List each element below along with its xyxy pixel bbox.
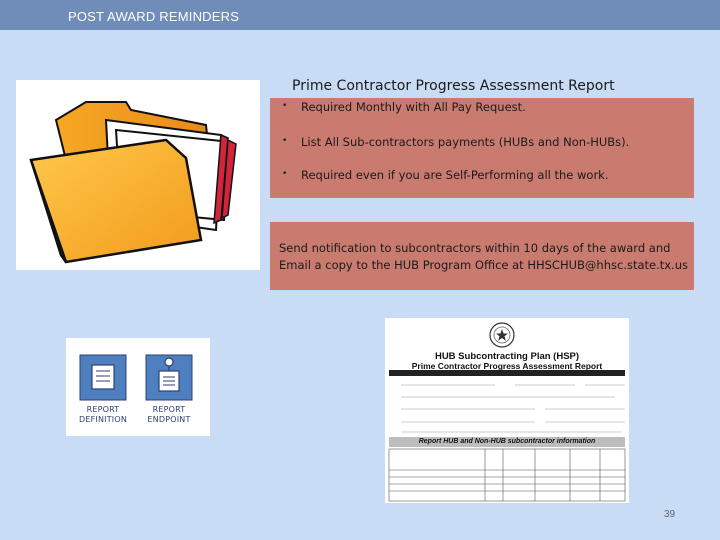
bullet-icon: • xyxy=(282,169,288,179)
bullet-icon: • xyxy=(282,136,288,146)
report-definition-icon xyxy=(80,355,126,400)
state-seal-icon xyxy=(490,323,514,347)
form-subtitle: Prime Contractor Progress Assessment Report xyxy=(411,361,603,371)
bullet-icon: • xyxy=(282,101,288,111)
list-item-text: Required Monthly with All Pay Request. xyxy=(301,100,526,114)
list-item-text: Required even if you are Self-Performing all the work. xyxy=(301,168,609,182)
section-title: Prime Contractor Progress Assessment Report xyxy=(292,78,615,94)
form-title: HUB Subcontracting Plan (HSP) xyxy=(434,351,580,362)
header-bar xyxy=(0,0,720,30)
report-endpoint-label xyxy=(142,405,196,425)
page-number: 39 xyxy=(664,509,676,520)
list-item-text: List All Sub-contractors payments (HUBs and Non-HUBs). xyxy=(301,135,630,149)
report-endpoint-label-line2: ENDPOINT xyxy=(147,415,191,424)
form-thumbnail xyxy=(385,318,629,503)
form-table-heading: Report HUB and Non-HUB subcontractor information xyxy=(418,438,596,445)
notice-box xyxy=(270,222,694,290)
report-definition-label xyxy=(76,405,130,425)
requirements-box xyxy=(270,98,694,198)
folder-icon xyxy=(16,80,260,270)
report-definition-label-line1: REPORT xyxy=(86,405,120,414)
folder-image xyxy=(16,80,260,270)
header-title: POST AWARD REMINDERS xyxy=(68,9,240,24)
report-endpoint-label-line1: REPORT xyxy=(152,405,186,414)
notice-text: Send notification to subcontractors within 10 days of the award and Email a copy to the HUB Program Office at HHSCHUB@hhsc.state.tx.us xyxy=(279,241,688,272)
report-icons-image xyxy=(66,338,210,436)
report-definition-label-line2: DEFINITION xyxy=(78,415,128,424)
report-endpoint-icon xyxy=(146,355,192,400)
